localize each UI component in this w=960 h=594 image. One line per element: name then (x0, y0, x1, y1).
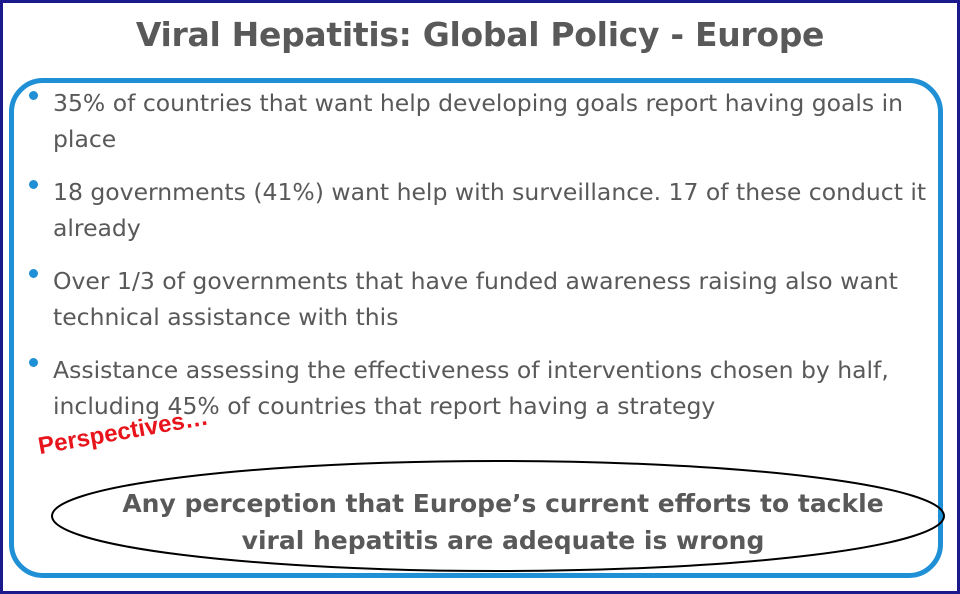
bullet-item (27, 174, 932, 246)
conclusion-line-2: viral hepatitis are adequate is wrong (241, 526, 765, 555)
bullet-text: 35% of countries that want help developing goals report having goals in place (53, 89, 904, 153)
conclusion-line-1: Any perception that Europe’s current efforts to tackle (122, 489, 884, 518)
slide (3, 3, 957, 591)
bullet-text: Assistance assessing the effectiveness of interventions chosen by half, including 45% of countries that report having a strategy (53, 356, 889, 420)
perspectives-label: Perspectives… (36, 403, 211, 461)
bullet-text: 18 governments (41%) want help with surveillance. 17 of these conduct it already (53, 178, 927, 242)
bullet-item (27, 85, 932, 157)
bullet-list (27, 85, 932, 441)
conclusion-text (63, 485, 943, 559)
bullet-dot-icon (29, 180, 38, 189)
bullet-dot-icon (29, 91, 38, 100)
bullet-text: Over 1/3 of governments that have funded awareness raising also want technical assistance with this (53, 267, 898, 331)
slide-title: Viral Hepatitis: Global Policy - Europe (135, 15, 825, 54)
bullet-dot-icon (29, 358, 38, 367)
bullet-dot-icon (29, 269, 38, 278)
bullet-item (27, 263, 932, 335)
